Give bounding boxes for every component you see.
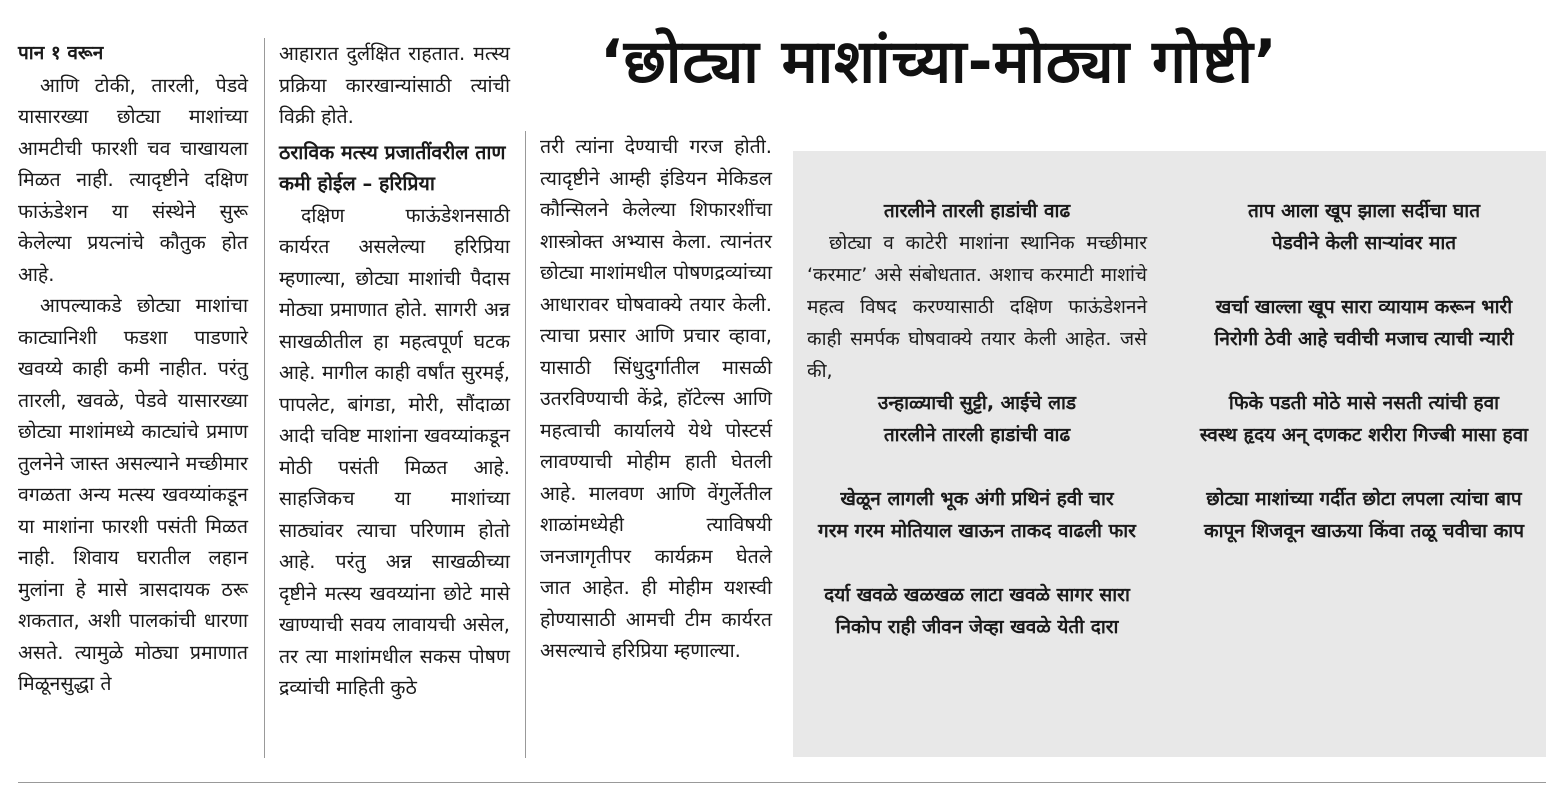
paragraph: तरी त्यांना देण्याची गरज होती. त्यादृष्टीने आम्ही इंडियन मेकिडल कौन्सिलने केलेल्या शिफारशींचा शास्त्रोक्त अभ्यास केला. त्यानंतर छोट्या माशांमधील पोषणद्रव्यांच्या आधारावर घोषवाक्ये तयार केली. त्याचा प्रसार आणि प्रचार व्हावा, यासाठी सिंधुदुर्गातील मासळी उतरविण्याची केंद्रे, हॉटेल्स आणि महत्वाची कार्यालये येथे पोस्टर्स लावण्याची मोहीम हाती घेतली आहे. मालवण आणि वेंगुर्लेतील शाळांमध्येही त्याविषयी जनजागृतीपर कार्यक्रम घेतले जात आहेत. ही मोहीम यशस्वी होण्यासाठी आमची टीम कार्यरत असल्याचे हरिप्रिया म्हणाल्या.: [540, 135, 772, 662]
slogan-stanza: [1199, 291, 1529, 355]
slogan-line: छोट्या माशांच्या गर्दीत छोटा लपला त्यांचा बाप: [1206, 488, 1522, 510]
slogan-stanza: [1199, 483, 1529, 547]
paragraph: आणि टोकी, तारली, पेडवे यासारख्या छोट्या माशांच्या आमटीची फारशी चव चाखायला मिळत नाही. त्यादृष्टीने दक्षिण फाऊंडेशन या संस्थेने सुरू केलेल्या प्रयत्नांचे कौतुक होत आहे.: [18, 73, 248, 286]
column-divider: [525, 131, 526, 758]
subheading: ठराविक मत्स्य प्रजातींवरील ताण कमी होईल – हरिप्रिया: [279, 140, 506, 195]
slogan-line: उन्हाळ्याची सुट्टी, आईचे लाड: [877, 392, 1077, 414]
column-divider: [264, 38, 265, 758]
slogan-sidebar-box: [793, 151, 1546, 757]
sidebar-right-column: [1199, 195, 1529, 547]
article-column-3: [540, 131, 772, 667]
slogan-line: फिके पडती मोठे मासे नसती त्यांची हवा: [1228, 392, 1500, 414]
slogan-line: खेळून लागली भूक अंगी प्रथिनं हवी चार: [840, 488, 1114, 510]
paragraph: आपल्याकडे छोट्या माशांचा काट्यानिशी फडशा पाडणारे खवय्ये काही कमी नाहीत. परंतु तारली, खवळे, पेडवे यासारख्या छोट्या माशांमध्ये काट्यांचे प्रमाण तुलनेने जास्त असल्याने मच्छीमार वगळता अन्य मत्स्य खवय्यांकडून या माशांना फारशी पसंती मिळत नाही. शिवाय घरातील लहान मुलांना हे मासे त्रासदायक ठरू शकतात, अशी पालकांची धारणा असते. त्यामुळे मोठ्या प्रमाणात मिळूनसुद्धा ते: [18, 294, 248, 695]
slogan-line: खर्चा खाल्ला खूप सारा व्यायाम करून भारी: [1215, 296, 1513, 318]
slogan-line: निकोप राही जीवन जेव्हा खवळे येती दारा: [835, 616, 1119, 638]
continuation-kicker: पान १ वरून: [18, 42, 104, 64]
slogan-stanza: [807, 483, 1147, 547]
slogan-line: तारलीने तारली हाडांची वाढ: [883, 424, 1071, 446]
slogan-stanza: [1199, 387, 1529, 451]
sidebar-intro: छोट्या व काटेरी माशांना स्थानिक मच्छीमार ‘करमाट’ असे संबोधतात. अशाच करमाटी माशांचे महत्व विषद करण्यासाठी दक्षिण फाऊंडेशनने काही समर्पक घोषवाक्ये तयार केली आहेत. जसे की,: [807, 232, 1147, 382]
article-column-1: [18, 38, 248, 700]
slogan-stanza: [807, 579, 1147, 643]
paragraph: दक्षिण फाऊंडेशनसाठी कार्यरत असलेल्या हरिप्रिया म्हणाल्या, छोट्या माशांची पैदास मोठ्या प्रमाणात होते. सागरी अन्न साखळीतील हा महत्वपूर्ण घटक आहे. मागील काही वर्षांत सुरमई, पापलेट, बांगडा, मोरी, सौंदाळा आदी चविष्ट माशांना खवय्यांकडून मोठी पसंती मिळत आहे. साहजिकच या माशांच्या साठ्यांवर त्याचा परिणाम होतो आहे. परंतु अन्न साखळीच्या दृष्टीने मत्स्य खवय्यांना छोटे मासे खाण्याची सवय लावायची असेल, तर त्या माशांमधील सकस पोषण द्रव्यांची माहिती कुठे: [279, 203, 510, 699]
bottom-rule: [18, 782, 1546, 783]
slogan-line: निरोगी ठेवी आहे चवीची मजाच त्याची न्यारी: [1214, 328, 1514, 350]
slogan-stanza: [807, 387, 1147, 451]
slogan-stanza: [1199, 195, 1529, 259]
slogan-line: कापून शिजवून खाऊया किंवा तळू चवीचा काप: [1203, 520, 1524, 542]
slogan-line: गरम गरम मोतियाल खाऊन ताकद वाढली फार: [818, 520, 1136, 542]
article-column-2: [279, 38, 510, 704]
slogan-line: दर्या खवळे खळखळ लाटा खवळे सागर सारा: [824, 584, 1130, 606]
paragraph: आहारात दुर्लक्षित राहतात. मत्स्य प्रक्रिया कारखान्यांसाठी त्यांची विक्री होते.: [279, 42, 510, 128]
slogan-line: पेडवीने केली साऱ्यांवर मात: [1271, 232, 1457, 254]
slogan-line: ताप आला खूप झाला सर्दीचा घात: [1247, 200, 1481, 222]
sidebar-title: तारलीने तारली हाडांची वाढ: [883, 200, 1071, 222]
headline: ‘छोट्या माशांच्या-मोठ्या गोष्टी’: [600, 27, 1278, 97]
slogan-line: स्वस्थ हृदय अन्‌ दणकट शरीरा गिज्बी मासा हवा: [1199, 424, 1529, 446]
sidebar-left-column: [807, 195, 1147, 643]
